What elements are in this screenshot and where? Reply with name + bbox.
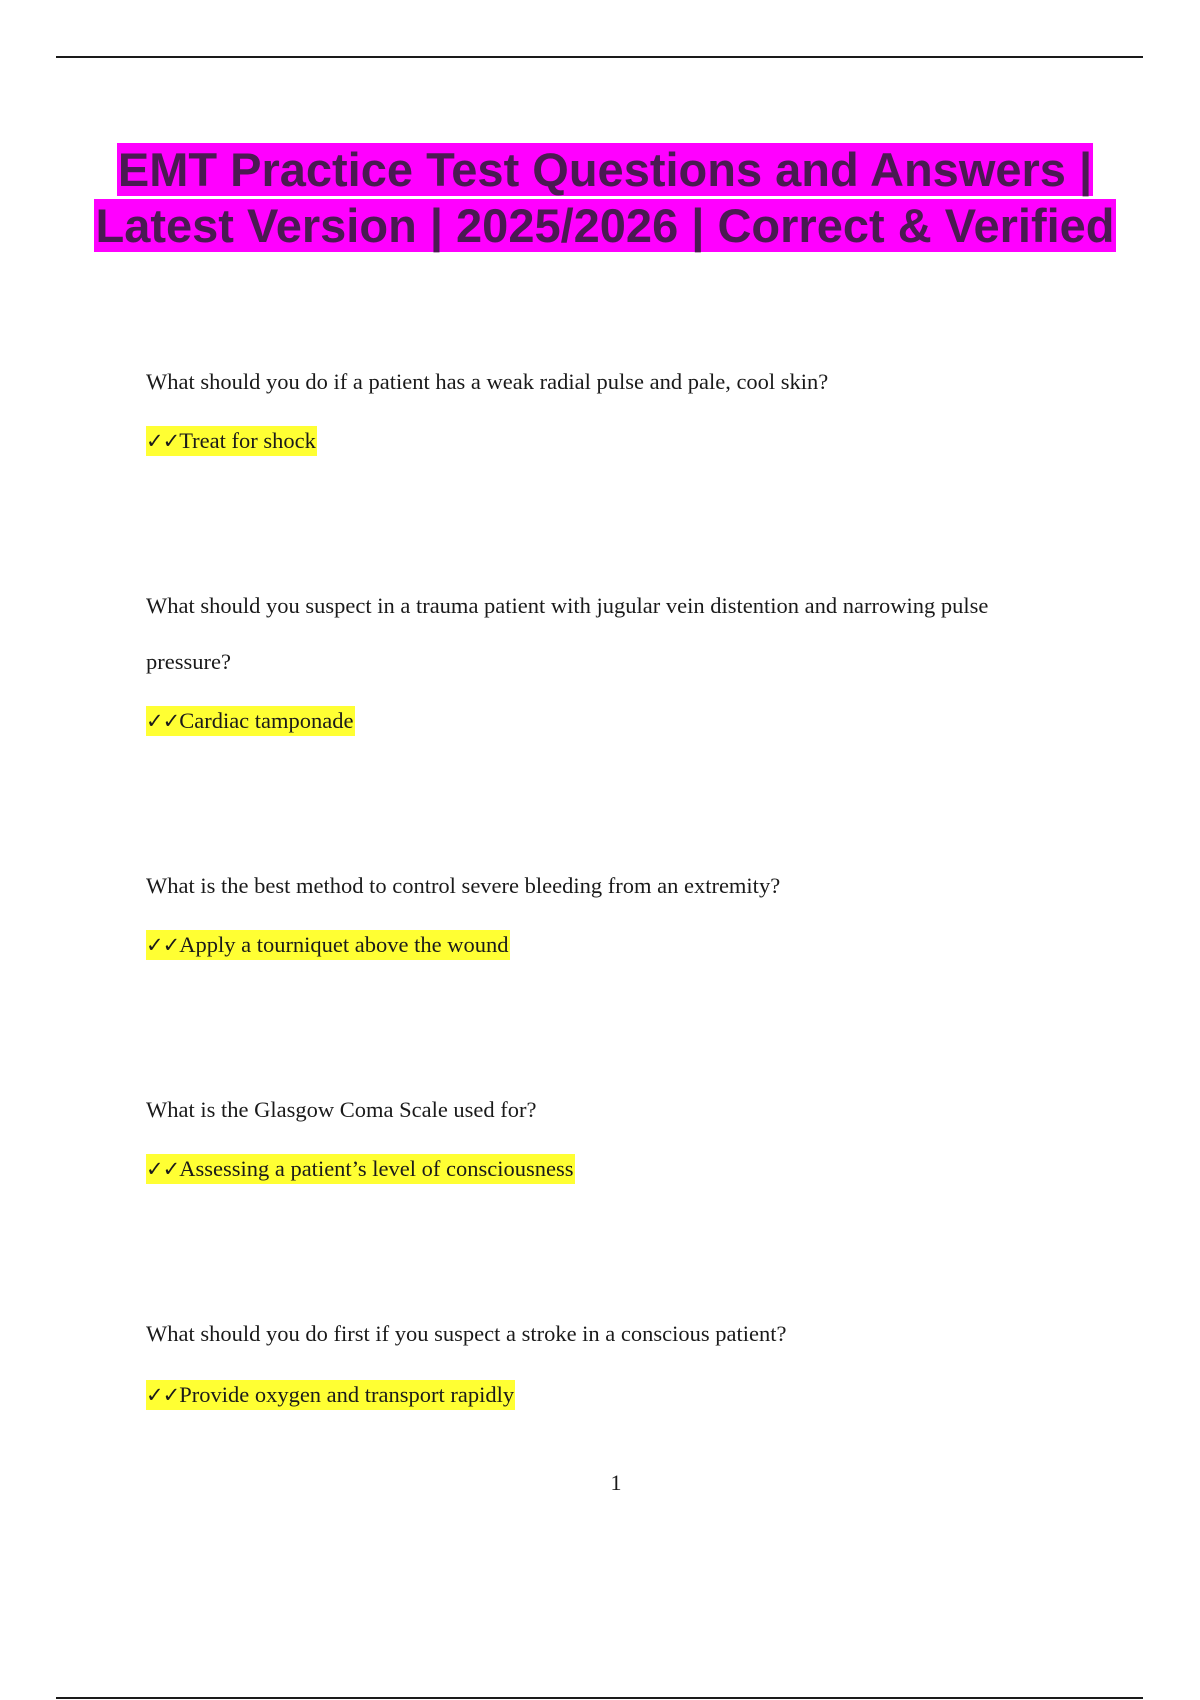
- question-text: What is the best method to control severe bleeding from an extremity?: [146, 873, 781, 898]
- question-text: What should you do if a patient has a weak radial pulse and pale, cool skin?: [146, 369, 829, 394]
- qa-item-2: [146, 578, 1076, 736]
- answer-line: [146, 706, 355, 736]
- check-icon: ✓✓: [146, 933, 180, 957]
- answer-text: Cardiac tamponade: [179, 708, 354, 733]
- check-icon: ✓✓: [146, 709, 180, 733]
- qa-item-4: [146, 1082, 1076, 1184]
- page-number: 1: [610, 1470, 622, 1495]
- document-title: [80, 142, 1130, 254]
- check-icon: ✓✓: [146, 429, 180, 453]
- answer-text: Treat for shock: [179, 428, 316, 453]
- title-highlight: EMT Practice Test Questions and Answers | Latest Version | 2025/2026 | Correct & Verified: [95, 143, 1115, 252]
- answer-line: [146, 930, 510, 960]
- answer-line: [146, 426, 317, 456]
- answer-line: [146, 1380, 515, 1410]
- question-text: What is the Glasgow Coma Scale used for?: [146, 1097, 537, 1122]
- check-icon: ✓✓: [146, 1157, 180, 1181]
- answer-text: Provide oxygen and transport rapidly: [179, 1382, 515, 1407]
- question-text: What should you do first if you suspect a stroke in a conscious patient?: [146, 1321, 787, 1346]
- bottom-rule: [56, 1697, 1143, 1699]
- answer-text: Apply a tourniquet above the wound: [179, 932, 509, 957]
- check-icon: ✓✓: [146, 1383, 180, 1407]
- answer-line: [146, 1154, 575, 1184]
- answer-text: Assessing a patient’s level of consciousness: [179, 1156, 574, 1181]
- question-text: What should you suspect in a trauma patient with jugular vein distention and narrowing pulse pressure?: [146, 593, 989, 674]
- qa-item-3: [146, 858, 1076, 960]
- qa-item-5: [146, 1306, 1076, 1410]
- qa-item-1: [146, 354, 1076, 456]
- top-rule: [56, 56, 1143, 58]
